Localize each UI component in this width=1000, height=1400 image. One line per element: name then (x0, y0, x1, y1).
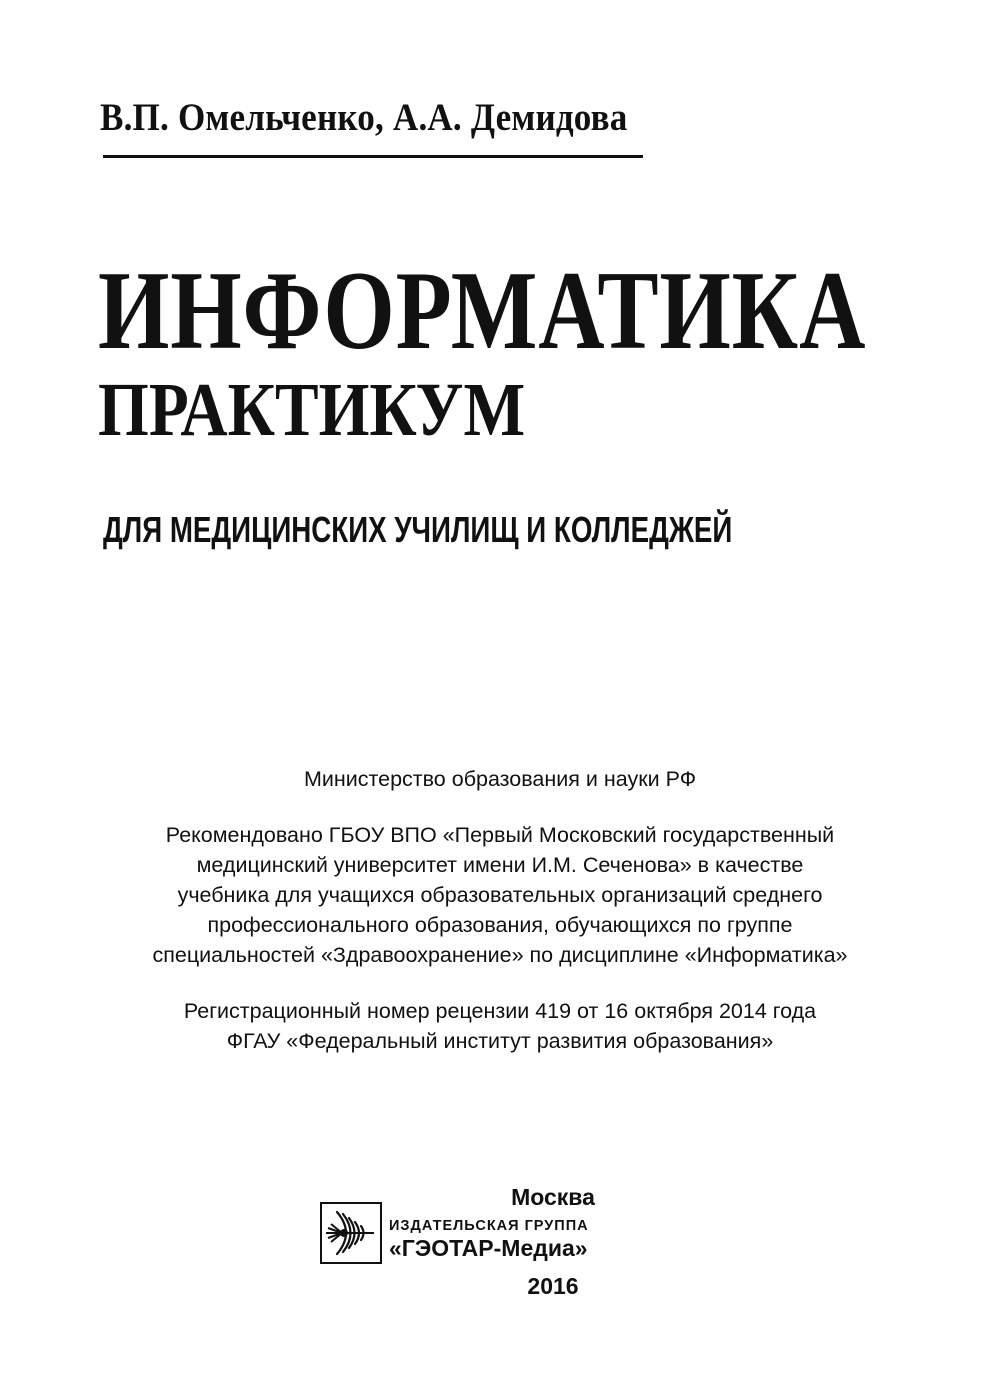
publisher-group-label: ИЗДАТЕЛЬСКАЯ ГРУППА (389, 1218, 589, 1234)
geotar-logo-icon (320, 1202, 382, 1264)
registration-block (0, 996, 1000, 1056)
recommendation-line: профессионального образования, обучающихся по группе (207, 913, 793, 937)
authors-underline (103, 155, 643, 158)
recommendation-line: специальностей «Здравоохранение» по дисциплине «Информатика» (152, 943, 848, 967)
recommendation-line: Рекомендовано ГБОУ ВПО «Первый Московский государственный (165, 823, 835, 847)
publisher-block (320, 1183, 620, 1318)
recommendation-block (0, 820, 1000, 970)
recommendation-line: медицинский университет имени И.М. Сеченова» в качестве (196, 853, 804, 877)
publisher-city: Москва (511, 1184, 595, 1210)
publisher-name: «ГЭОТАР-Медиа» (389, 1235, 588, 1261)
recommendation-line: учебника для учащихся образовательных организаций среднего (177, 883, 823, 907)
publication-year: 2016 (527, 1273, 579, 1299)
book-subtitle: ПРАКТИКУМ (98, 368, 526, 452)
target-audience: ДЛЯ МЕДИЦИНСКИХ УЧИЛИЩ И КОЛЛЕДЖЕЙ (103, 509, 733, 550)
book-authors: В.П. Омельченко, А.А. Демидова (100, 96, 628, 139)
registration-line: ФГАУ «Федеральный институт развития образования» (226, 1029, 774, 1053)
book-title: ИНФОРМАТИКА (98, 249, 867, 373)
ministry-line: Министерство образования и науки РФ (303, 767, 697, 791)
registration-line: Регистрационный номер рецензии 419 от 16 октября 2014 года (183, 999, 817, 1023)
